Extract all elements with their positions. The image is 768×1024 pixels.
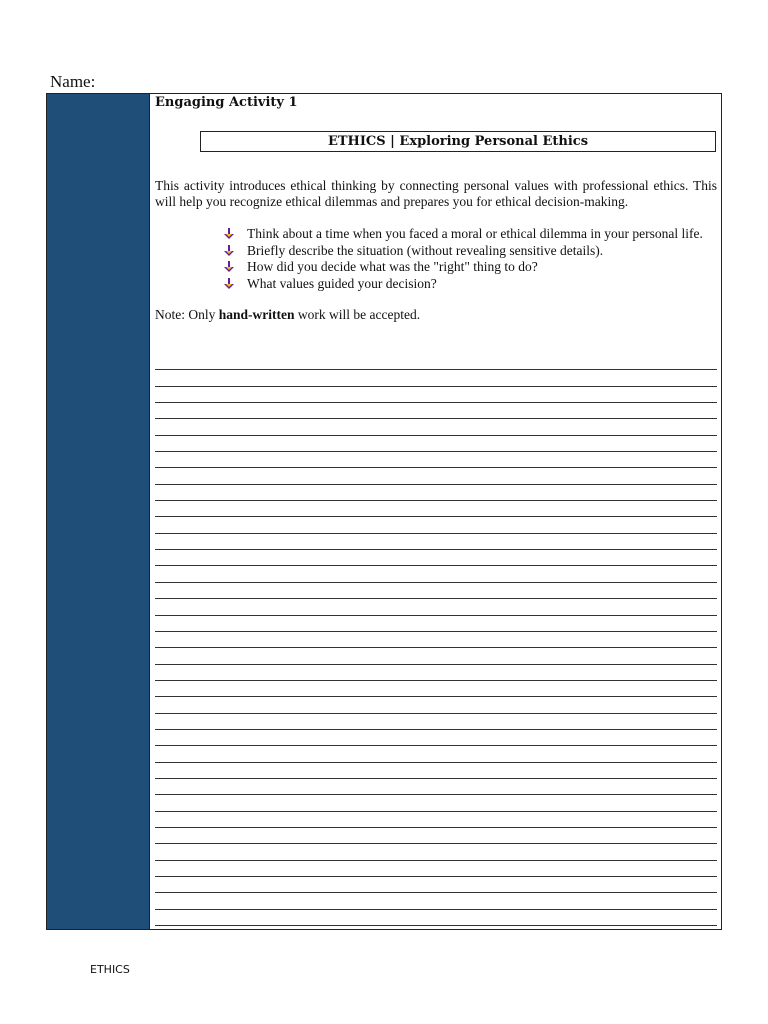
footer-label: ETHICS (90, 963, 130, 976)
writing-line[interactable] (155, 387, 717, 403)
writing-line[interactable] (155, 452, 717, 468)
writing-line[interactable] (155, 861, 717, 877)
submission-note (155, 307, 420, 323)
list-item (223, 276, 703, 293)
writing-line[interactable] (155, 681, 717, 697)
down-arrow-bullet-icon (223, 245, 235, 257)
writing-line[interactable] (155, 501, 717, 517)
writing-line[interactable] (155, 370, 717, 386)
writing-line[interactable] (155, 419, 717, 435)
down-arrow-bullet-icon (223, 261, 235, 273)
writing-line[interactable] (155, 844, 717, 860)
writing-line[interactable] (155, 534, 717, 550)
down-arrow-bullet-icon (223, 278, 235, 290)
note-prefix: Note: Only (155, 307, 219, 322)
prompt-text: Think about a time when you faced a moral or ethical dilemma in your personal life. (247, 226, 703, 241)
writing-line[interactable] (155, 665, 717, 681)
list-item (223, 243, 703, 260)
prompt-text: Briefly describe the situation (without revealing sensitive details). (247, 242, 604, 258)
writing-line[interactable] (155, 795, 717, 811)
writing-line[interactable] (155, 730, 717, 746)
writing-line[interactable] (155, 812, 717, 828)
banner-title: ETHICS | Exploring Personal Ethics (327, 134, 589, 149)
note-emphasis: hand-written (218, 307, 295, 322)
writing-line[interactable] (155, 828, 717, 844)
writing-line[interactable] (155, 403, 717, 419)
list-item (223, 259, 703, 276)
writing-line[interactable] (155, 566, 717, 582)
intro-paragraph: This activity introduces ethical thinking by connecting personal values with professional ethics. This will help you recognize ethical dilemmas and prepares you for ethical decision-making. (155, 178, 717, 209)
writing-line[interactable] (155, 436, 717, 452)
prompt-text: What values guided your decision? (247, 275, 437, 291)
writing-line[interactable] (155, 517, 717, 533)
writing-line[interactable] (155, 468, 717, 484)
activity-content (155, 94, 715, 929)
activity-title: Engaging Activity 1 (155, 95, 298, 110)
down-arrow-bullet-icon (223, 228, 235, 240)
writing-line[interactable] (155, 697, 717, 713)
prompt-list (223, 226, 703, 292)
writing-line[interactable] (155, 632, 717, 648)
writing-line[interactable] (155, 354, 717, 370)
writing-line[interactable] (155, 779, 717, 795)
writing-line[interactable] (155, 583, 717, 599)
list-item (223, 226, 703, 243)
writing-line[interactable] (155, 746, 717, 762)
writing-line[interactable] (155, 599, 717, 615)
writing-line[interactable] (155, 714, 717, 730)
name-label: Name: (50, 72, 96, 91)
section-banner (200, 131, 716, 152)
writing-line[interactable] (155, 485, 717, 501)
prompt-text: How did you decide what was the "right" thing to do? (247, 259, 538, 274)
activity-frame (46, 93, 722, 930)
writing-line[interactable] (155, 616, 717, 632)
writing-lines (155, 354, 717, 926)
note-suffix: work will be accepted. (294, 307, 421, 322)
writing-line[interactable] (155, 763, 717, 779)
writing-line[interactable] (155, 877, 717, 893)
writing-line[interactable] (155, 648, 717, 664)
writing-line[interactable] (155, 550, 717, 566)
writing-line[interactable] (155, 910, 717, 926)
sidebar-panel (47, 94, 150, 929)
writing-line[interactable] (155, 893, 717, 909)
